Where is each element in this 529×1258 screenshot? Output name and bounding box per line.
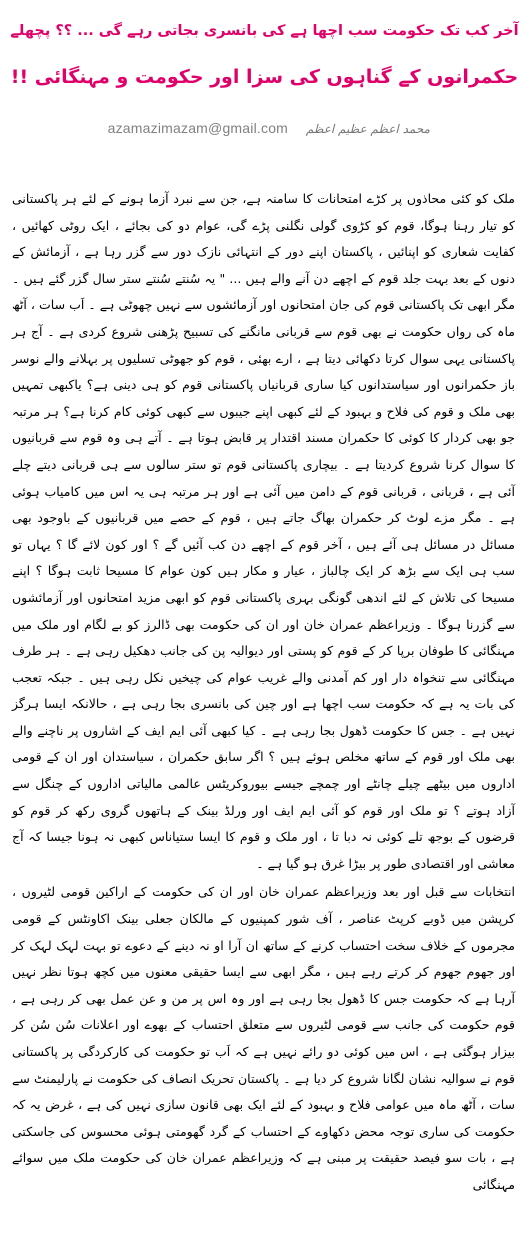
headline-line-1: آخر کب تک حکومت سب اچھا ہے کی بانسری بجاتی رہے گی ... ؟؟ پچھلے [10,23,519,39]
paragraph-1: ملک کو کئی محاذوں پر کڑے امتحانات کا سامنہ ہے، جن سے نبرد آزما ہونے کے لئے ہر پاکستانی کو تیار رہنا ہوگا، قوم کو کڑوی گولی نگلنی پڑے گی، عوام دو کی بجائے ، ایک روٹی کھائیں ، کفایت شعاری کو اپنائیں ، پاکستان اپنے دور کے انتہائی نازک دور سے گزر رہا ہے ، آزمائش کے دنوں کے بعد بہت جلد قوم کے اچھے دن آنے والے ہیں ... " یہ سُنتے سُنتے ستر سال گزر گئے ہیں ۔ مگر ابھی تک پاکستانی قوم کی جان امتحانوں اور آزمائشوں سے نہیں چھوٹی ہے ۔ اَب سات ، آٹھ ماہ کی رواں حکومت نے بھی قوم سے قربانی مانگنے کی تسبیح پڑھنی شروع کردی ہے ۔ آج ہر پاکستانی یہی سوال کرتا دکھائی دیتا ہے ، ارے بھئی ، قوم کو جھوٹی تسلیوں پر بہلانے والے نوسر باز حکمرانوں اور سیاستدانوں کیا ساری قربانیاں پاکستانی قوم کو ہی دینی ہے؟ یاکبھی تمہیں بھی ملک و قوم کی فلاح و بہبود کے لئے کبھی اپنے جیبوں سے کبھی کوئی کام کرنا ہے؟ ہر مرتبہ جو بھی کردار کا کوئی کا حکمران مسند اقتدار پر قابض ہوتا ہے ۔ آتے ہی وہ قوم سے قربانیوں کا سوال کرنا شروع کردیتا ہے ۔ بیچاری پاکستانی قوم تو ستر سالوں سے ہی قربانی دیتے چلے آئی ہے ، قربانی ، قربانی قوم کے دامن میں آئی ہے اور ہر مرتبہ ہی یہ اس میں کامیاب ہوئی ہے ۔ مگر مزے لوٹ کر حکمران بھاگ جاتے ہیں ، قوم کے حصے میں قربانیوں کے باوجود بھی مسائل در مسائل ہی آئے ہیں ، آخر قوم کے اچھے دن کب آئیں گے ؟ اور کون لائے گا ؟ یہاں تو سب ہی ایک سے بڑھ کر ایک چالباز ، عیار و مکار ہیں کون عوام کا مسیحا ثابت ہوگا ؟ اپنے مسیحا کی تلاش کے لئے اندھی گونگی بہری پاکستانی قوم کو ابھی مزید امتحانوں اور آزمائشوں سے گزرنا ہوگا ۔ وزیراعظم عمران خان اور ان کی حکومت بھی ڈالرز کو بے لگام اور ملک میں مہنگائی کا طوفان برپا کر کے قوم کو پستی اور دیوالیہ پن کی جانب دھکیل رہی ہے ۔ ہر طرف مہنگائی سے تنخواہ دار اور کم آمدنی والے غریب عوام کی چیخیں نکل رہی ہیں ۔ جبکہ تعجب کی بات یہ ہے کہ حکومت سب اچھا ہے اور چین کی بانسری بجا رہی ہے ، حالانکہ ایسا ہرگز نہیں ہے ۔ جس کا حکومت ڈھول بجا رہی ہے ۔ کیا کبھی آئی ایم ایف کے اشاروں پر ناچنے والے بھی ملک اور قوم کے ساتھ مخلص ہوئے ہیں ؟ اگر سابق حکمران ، سیاستدان اور ان کے قومی اداروں میں بیٹھے چیلے چانٹے اور چمچے جیسے بیوروکریٹس عالمی مالیاتی اداروں کے چنگل سے آزاد ہوتے ؟ تو ملک اور قوم کو آئی ایم ایف اور ورلڈ بینک کے ہاتھوں گروی رکھ کر قوم کو قرضوں کے بوجھ تلے کوئی نہ دبا تا ، اور ملک و قوم کا ایسا ستیاناس کبھی نہ ہونا جیسا کہ آج معاشی اور اقتصادی طور پر بیڑا غرق ہو گیا ہے ۔ [12,191,515,871]
article-body [12,186,515,1199]
author-email: azamazimazam@gmail.com [107,120,289,136]
byline [100,120,430,137]
headline-line-2: حکمرانوں کے گناہوں کی سزا اور حکومت و مہنگائی !! [10,66,519,88]
author-name: محمد اعظم عظیم اعظم [305,122,430,136]
paragraph-2: انتخابات سے قبل اور بعد وزیراعظم عمران خان اور ان کی حکومت کے اراکین قومی لٹیروں ، کرپشن میں ڈوبے کرپٹ عناصر ، آف شور کمپنیوں کے مالکان جعلی بینک اکاونٹس کے قومی مجرموں کے خلاف سخت احتساب کرنے کے ساتھ ان آرا او نہ دینے کے دعوے تو بہت لہک لہک کر اور جھوم جھوم کر کرتے رہے ہیں ، مگر ابھی سے ایسا حقیقی معنوں میں کچھ ہوتا نظر نہیں آرہا ہے کہ حکومت جس کا ڈھول بجا رہی ہے اور وہ اس پر من و عن عمل بھی کر رہی ہے ، قوم حکومت کی جانب سے قومی لٹیروں سے متعلق احتساب کے بھوے اور اعلانات سُن سُن کر بیزار ہوگئی ہے ، اس میں کوئی دو رائے نہیں ہے کہ اَب تو حکومت کی کارکردگی پر پاکستانی قوم نے سوالیہ نشان لگانا شروع کر دیا ہے ۔ پاکستان تحریک انصاف کی حکومت نے پارلیمنٹ سے سات ، آٹھ ماہ میں عوامی فلاح و بہبود کے لئے ایک بھی قانون سازی نہیں کی ہے ، غرض یہ کہ حکومت کی ساری توجہ محض دکھاوے کے احتساب کے گرد گھومتی ہوئی محسوس کی جاسکتی ہے ، بات سو فیصد حقیقت پر مبنی ہے کہ وزیراعظم عمران خان کی حکومت ملک میں سوائے مہنگائی [12,884,515,1192]
